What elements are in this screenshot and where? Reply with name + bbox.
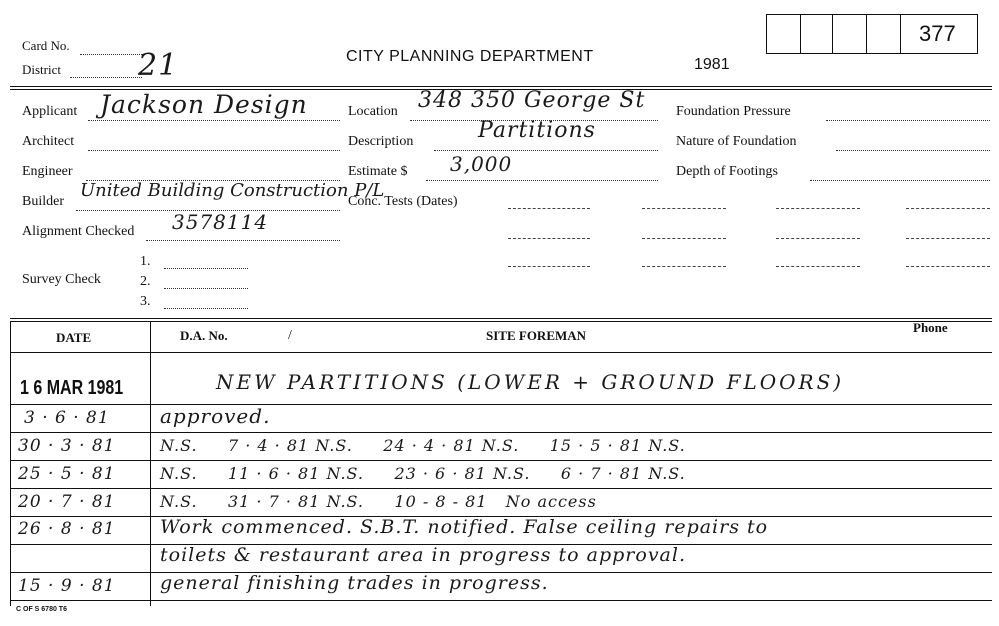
conc-test-line [508, 266, 590, 267]
log-row-date: 20 · 7 · 81 [18, 492, 116, 512]
log-row-entry: general finishing trades in progress. [160, 572, 549, 594]
estimate-value: 3,000 [450, 152, 513, 176]
card-year: 1981 [694, 56, 730, 73]
applicant-label: Applicant [22, 104, 78, 119]
engineer-label: Engineer [22, 164, 73, 179]
log-row-entry: N.S. 31 · 7 · 81 N.S. 10 - 8 - 81 No access [160, 492, 597, 511]
conc-test-line [642, 208, 726, 209]
district-value: 21 [138, 48, 179, 83]
nature-of-foundation-line [836, 150, 990, 151]
survey-line [164, 308, 248, 309]
applicant-value: Jackson Design [100, 90, 308, 119]
estimate-line [426, 180, 658, 181]
site-foreman-header: SITE FOREMAN [486, 328, 587, 343]
date-column-header: DATE [56, 330, 92, 345]
header-rule [10, 86, 992, 87]
estimate-label: Estimate $ [348, 164, 408, 179]
log-row-rule [10, 488, 992, 489]
conc-tests-label: Conc. Tests (Dates) [348, 194, 458, 209]
card-number: 377 [919, 21, 956, 46]
log-row-entry: approved. [160, 404, 271, 428]
description-value: Partitions [478, 118, 596, 143]
log-row-date: 3 · 6 · 81 [24, 408, 110, 428]
log-column-divider [150, 322, 151, 606]
log-row-rule [10, 600, 992, 601]
depth-of-footings-label: Depth of Footings [676, 164, 778, 179]
log-row-entry: N.S. 7 · 4 · 81 N.S. 24 · 4 · 81 N.S. 15 · 5 · 81 N.S. [160, 436, 686, 455]
conc-test-line [776, 208, 860, 209]
conc-test-line [906, 266, 990, 267]
log-top-rule [10, 318, 992, 319]
location-label: Location [348, 104, 398, 119]
phone-header: Phone [913, 320, 948, 335]
applicant-line [88, 120, 340, 121]
log-top-rule [10, 321, 992, 322]
log-row-rule [10, 404, 992, 405]
description-label: Description [348, 134, 414, 149]
architect-label: Architect [22, 134, 75, 149]
conc-test-line [642, 238, 726, 239]
log-row-date: 15 · 9 · 81 [18, 576, 116, 596]
location-value: 348 350 George St [418, 88, 646, 113]
department-title: CITY PLANNING DEPARTMENT [346, 48, 594, 65]
log-row-entry: N.S. 11 · 6 · 81 N.S. 23 · 6 · 81 N.S. 6 · 7 · 81 N.S. [160, 464, 686, 483]
conc-test-line [642, 266, 726, 267]
log-row-rule [10, 460, 992, 461]
log-row-date: 30 · 3 · 81 [18, 436, 116, 456]
log-header-rule [10, 352, 992, 353]
foundation-pressure-label: Foundation Pressure [676, 104, 791, 119]
log-row-entry: toilets & restaurant area in progress to approval. [160, 544, 687, 566]
da-number-value: / [288, 328, 292, 343]
survey-line [164, 268, 248, 269]
survey-item-number: 1. [140, 254, 151, 269]
log-row-entry: Work commenced. S.B.T. notified. False ceiling repairs to [160, 516, 769, 538]
box-divider [866, 15, 867, 53]
builder-value: United Building Construction P/L [80, 180, 385, 201]
builder-label: Builder [22, 194, 64, 209]
conc-test-line [508, 238, 590, 239]
card-no-label: Card No. [22, 38, 70, 53]
alignment-label: Alignment Checked [22, 224, 135, 239]
log-row-rule [10, 432, 992, 433]
conc-test-line [906, 208, 990, 209]
survey-check-label: Survey Check [22, 272, 101, 287]
foundation-pressure-line [826, 120, 990, 121]
box-divider [900, 15, 901, 53]
depth-of-footings-line [810, 180, 990, 181]
district-line [70, 77, 142, 78]
card-number-boxes [766, 14, 978, 54]
survey-line [164, 288, 248, 289]
description-line [434, 150, 658, 151]
survey-item-number: 3. [140, 294, 151, 309]
log-row-date: 25 · 5 · 81 [18, 464, 116, 484]
log-row-entry: NEW PARTITIONS (LOWER + GROUND FLOORS) [216, 370, 845, 394]
nature-of-foundation-label: Nature of Foundation [676, 134, 797, 149]
box-divider [832, 15, 833, 53]
architect-line [88, 150, 340, 151]
survey-item-number: 2. [140, 274, 151, 289]
box-divider [800, 15, 801, 53]
conc-test-line [776, 238, 860, 239]
log-row-date: 1 6 MAR 1981 [20, 377, 124, 399]
form-code: C OF S 6780 T6 [16, 606, 67, 613]
alignment-value: 3578114 [172, 210, 269, 234]
conc-test-line [508, 208, 590, 209]
da-number-header: D.A. No. [180, 328, 228, 343]
card-no-line [80, 54, 142, 55]
alignment-line [146, 240, 340, 241]
log-left-border [10, 322, 11, 606]
log-row-date: 26 · 8 · 81 [18, 519, 116, 539]
conc-test-line [776, 266, 860, 267]
conc-test-line [906, 238, 990, 239]
district-label: District [22, 62, 61, 77]
